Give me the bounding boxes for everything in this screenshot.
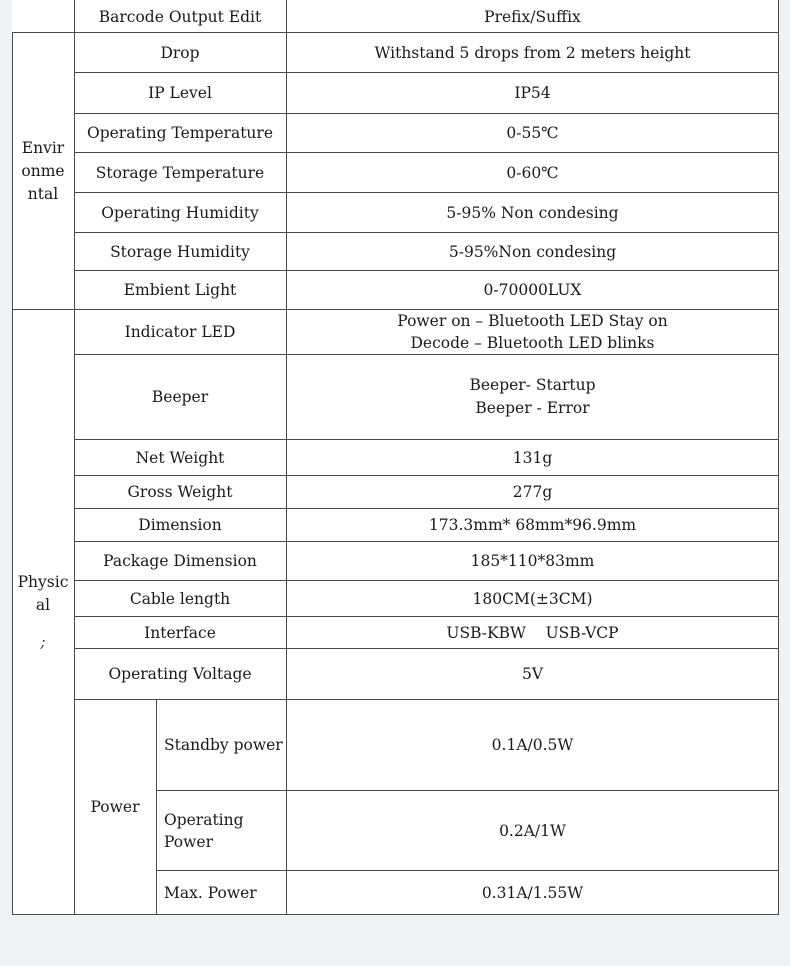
spec-label: Storage Humidity xyxy=(110,242,250,261)
spec-value: 5-95%Non condesing xyxy=(448,242,617,261)
spec-label: Operating Power xyxy=(164,810,244,851)
section-label: Envir onme ntal xyxy=(21,138,65,203)
spec-label: IP Level xyxy=(148,84,212,102)
spec-label: Standby power xyxy=(164,736,283,754)
spec-label: Cable length xyxy=(129,589,231,608)
spec-value: IP54 xyxy=(514,84,551,102)
spec-label: Package Dimension xyxy=(103,552,257,570)
section-note: ; xyxy=(40,633,46,651)
spec-value-line: Beeper - Error xyxy=(475,399,590,417)
spec-value-line: Decode – Bluetooth LED blinks xyxy=(410,334,655,352)
spec-value: 0.31A/1.55W xyxy=(481,883,584,902)
spec-label: Interface xyxy=(144,623,216,642)
power-group-label: Power xyxy=(90,798,140,816)
spec-label: Storage Temperature xyxy=(95,163,265,182)
spec-table xyxy=(12,0,779,915)
spec-value: 277g xyxy=(512,483,553,501)
spec-label: Drop xyxy=(160,43,200,62)
spec-value-line: Beeper- Startup xyxy=(469,376,596,394)
spec-label: Beeper xyxy=(151,388,209,406)
spec-value: 180CM(±3CM) xyxy=(472,589,593,608)
section-physical xyxy=(12,309,74,915)
spec-label: Operating Voltage xyxy=(108,665,252,683)
spec-value: 185*110*83mm xyxy=(470,552,595,570)
spec-value: 0.2A/1W xyxy=(499,821,566,840)
spec-value: 5-95% Non condesing xyxy=(446,203,619,222)
spec-value: Prefix/Suffix xyxy=(484,7,581,26)
spec-value: 0-60℃ xyxy=(506,163,559,182)
spec-value: Withstand 5 drops from 2 meters height xyxy=(374,43,691,62)
spec-value: USB-KBW USB-VCP xyxy=(446,623,619,642)
spec-label: Max. Power xyxy=(164,883,257,902)
spec-label: Barcode Output Edit xyxy=(98,7,262,26)
spec-value: 5V xyxy=(521,665,544,683)
spec-label: Net Weight xyxy=(135,448,225,467)
spec-label: Gross Weight xyxy=(127,483,233,501)
spec-value: 131g xyxy=(512,448,553,467)
spec-value: 0.1A/0.5W xyxy=(491,736,574,754)
spec-label: Operating Temperature xyxy=(86,124,273,142)
section-environmental xyxy=(12,32,74,310)
spec-value: 0-70000LUX xyxy=(483,281,582,299)
spec-label: Indicator LED xyxy=(124,323,236,341)
spec-value: 173.3mm* 68mm*96.9mm xyxy=(428,516,637,534)
spec-value xyxy=(286,354,779,440)
spec-value xyxy=(286,309,779,355)
spec-value-line: Power on – Bluetooth LED Stay on xyxy=(397,312,668,330)
spec-value: 0-55℃ xyxy=(506,124,559,142)
spec-label: Dimension xyxy=(138,516,222,534)
spec-label: Operating Humidity xyxy=(101,203,259,222)
spec-label: Embient Light xyxy=(123,281,237,299)
section-label: Physic al xyxy=(17,573,69,614)
